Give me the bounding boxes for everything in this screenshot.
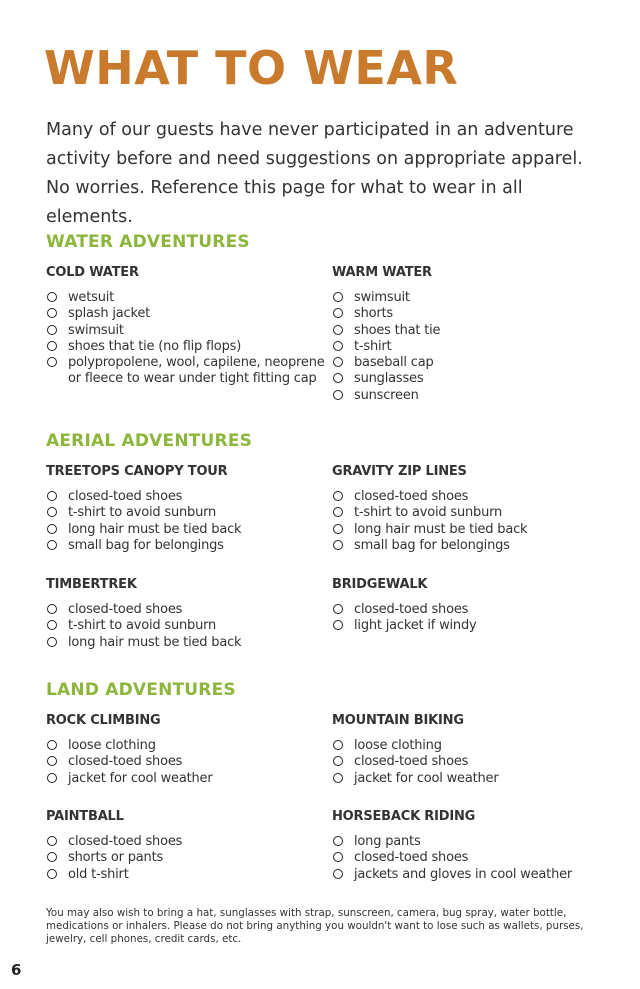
checklist-item xyxy=(332,602,622,618)
circle-checkbox-icon[interactable] xyxy=(47,341,57,351)
subheading-paintball: PAINTBALL xyxy=(46,809,124,824)
circle-checkbox-icon[interactable] xyxy=(333,308,343,318)
list-timbertrek xyxy=(46,577,336,651)
checklist-item xyxy=(46,738,336,754)
checklist-item xyxy=(46,355,336,388)
checklist-item xyxy=(332,371,622,387)
checklist-item-label: jackets and gloves in cool weather xyxy=(354,866,573,882)
checklist xyxy=(46,602,336,651)
checklist-item xyxy=(46,618,336,634)
checklist-item-label: small bag for belongings xyxy=(68,537,224,553)
circle-checkbox-icon[interactable] xyxy=(47,852,57,862)
circle-checkbox-icon[interactable] xyxy=(47,540,57,550)
subheading-gravity-zip-lines: GRAVITY ZIP LINES xyxy=(332,464,467,479)
checklist-item xyxy=(46,489,336,505)
checklist-item-label: closed-toed shoes xyxy=(354,489,469,504)
checklist-item-label: t-shirt xyxy=(354,338,392,354)
checklist-item xyxy=(332,489,622,505)
checklist-item xyxy=(332,867,622,883)
checklist-item xyxy=(46,505,336,521)
list-bridgewalk xyxy=(332,577,622,635)
circle-checkbox-icon[interactable] xyxy=(333,357,343,367)
checklist-item xyxy=(332,738,622,754)
checklist xyxy=(46,834,336,883)
checklist-item xyxy=(332,355,622,371)
checklist xyxy=(332,290,622,404)
circle-checkbox-icon[interactable] xyxy=(47,836,57,846)
checklist-item-label: sunscreen xyxy=(354,387,419,403)
checklist-item-label: closed-toed shoes xyxy=(354,602,469,617)
circle-checkbox-icon[interactable] xyxy=(333,740,343,750)
list-gravity-zip-lines xyxy=(332,464,622,554)
checklist xyxy=(46,738,336,787)
list-paintball xyxy=(46,809,336,883)
checklist-item-label: shorts xyxy=(354,306,393,322)
checklist xyxy=(332,489,622,554)
circle-checkbox-icon[interactable] xyxy=(47,773,57,783)
circle-checkbox-icon[interactable] xyxy=(333,524,343,534)
checklist-item xyxy=(46,850,336,866)
checklist-item xyxy=(46,538,336,554)
circle-checkbox-icon[interactable] xyxy=(47,292,57,302)
checklist-item xyxy=(46,602,336,618)
circle-checkbox-icon[interactable] xyxy=(47,604,57,614)
checklist xyxy=(46,290,336,388)
circle-checkbox-icon[interactable] xyxy=(47,491,57,501)
intro-paragraph: Many of our guests have never participated in an adventure activity before and need suggestions on appropriate apparel. No worries. Reference this page for what to wear in all elements. xyxy=(46,120,583,227)
circle-checkbox-icon[interactable] xyxy=(47,637,57,647)
checklist-item xyxy=(46,290,336,306)
checklist xyxy=(332,834,622,883)
circle-checkbox-icon[interactable] xyxy=(333,620,343,630)
section-heading-aerial: AERIAL ADVENTURES xyxy=(46,431,253,451)
circle-checkbox-icon[interactable] xyxy=(47,620,57,630)
checklist-item-label: t-shirt to avoid sunburn xyxy=(68,505,217,521)
checklist-item xyxy=(332,618,622,634)
circle-checkbox-icon[interactable] xyxy=(333,491,343,501)
subheading-warm-water: WARM WATER xyxy=(332,265,432,280)
checklist-item xyxy=(46,635,336,651)
subheading-rock-climbing: ROCK CLIMBING xyxy=(46,713,161,728)
circle-checkbox-icon[interactable] xyxy=(333,341,343,351)
checklist-item xyxy=(332,834,622,850)
checklist-item-label: long pants xyxy=(354,834,421,849)
page-number: 6 xyxy=(11,961,22,979)
checklist-item-label: jacket for cool weather xyxy=(68,770,213,786)
checklist xyxy=(332,738,622,787)
checklist-item xyxy=(46,834,336,850)
circle-checkbox-icon[interactable] xyxy=(47,740,57,750)
checklist-item-label: loose clothing xyxy=(354,738,442,753)
checklist-item xyxy=(332,306,622,322)
checklist-item-label: t-shirt to avoid sunburn xyxy=(354,505,503,521)
circle-checkbox-icon[interactable] xyxy=(333,836,343,846)
checklist xyxy=(332,602,622,635)
subheading-treetops: TREETOPS CANOPY TOUR xyxy=(46,464,228,479)
list-rock-climbing xyxy=(46,713,336,787)
circle-checkbox-icon[interactable] xyxy=(47,507,57,517)
circle-checkbox-icon[interactable] xyxy=(333,540,343,550)
checklist-item-label: jacket for cool weather xyxy=(354,770,499,786)
checklist-item xyxy=(46,754,336,770)
circle-checkbox-icon[interactable] xyxy=(47,357,57,367)
list-treetops-canopy-tour xyxy=(46,464,336,554)
checklist-item xyxy=(332,522,622,538)
subheading-timbertrek: TIMBERTREK xyxy=(46,577,137,592)
checklist-item xyxy=(46,867,336,883)
circle-checkbox-icon[interactable] xyxy=(47,869,57,879)
circle-checkbox-icon[interactable] xyxy=(47,756,57,766)
circle-checkbox-icon[interactable] xyxy=(333,390,343,400)
checklist-item-label: shorts or pants xyxy=(68,850,164,866)
circle-checkbox-icon[interactable] xyxy=(333,373,343,383)
list-cold-water xyxy=(46,265,336,388)
checklist-item-label: closed-toed shoes xyxy=(68,489,183,504)
circle-checkbox-icon[interactable] xyxy=(333,852,343,862)
checklist-item xyxy=(46,771,336,787)
checklist-item-label: closed-toed shoes xyxy=(68,834,183,849)
section-heading-land: LAND ADVENTURES xyxy=(46,680,236,700)
checklist-item xyxy=(332,323,622,339)
checklist-item-label: closed-toed shoes xyxy=(68,602,183,617)
checklist-item-label: polypropolene, wool, capilene, neoprene or fleece to wear under tight fitting cap xyxy=(68,355,325,387)
checklist-item-label: closed-toed shoes xyxy=(354,754,469,770)
circle-checkbox-icon[interactable] xyxy=(333,604,343,614)
checklist-item-label: old t-shirt xyxy=(68,866,129,882)
checklist-item xyxy=(332,754,622,770)
checklist-item xyxy=(332,850,622,866)
list-mountain-biking xyxy=(332,713,622,787)
checklist-item-label: t-shirt to avoid sunburn xyxy=(68,618,217,634)
page-title: WHAT TO WEAR xyxy=(44,41,459,95)
checklist-item-label: long hair must be tied back xyxy=(68,521,242,537)
checklist xyxy=(46,489,336,554)
checklist-item-label: wetsuit xyxy=(68,290,115,305)
checklist-item-label: shoes that tie (no flip flops) xyxy=(68,338,242,354)
checklist-item xyxy=(332,538,622,554)
checklist-item-label: long hair must be tied back xyxy=(354,521,528,537)
circle-checkbox-icon[interactable] xyxy=(333,325,343,335)
checklist-item xyxy=(332,388,622,404)
checklist-item xyxy=(46,339,336,355)
checklist-item-label: loose clothing xyxy=(68,738,156,753)
checklist-item-label: small bag for belongings xyxy=(354,537,510,553)
checklist-item xyxy=(332,505,622,521)
list-warm-water xyxy=(332,265,622,404)
circle-checkbox-icon[interactable] xyxy=(333,507,343,517)
checklist-item xyxy=(332,290,622,306)
circle-checkbox-icon[interactable] xyxy=(333,756,343,766)
section-heading-water: WATER ADVENTURES xyxy=(46,232,250,252)
circle-checkbox-icon[interactable] xyxy=(47,524,57,534)
subheading-horseback-riding: HORSEBACK RIDING xyxy=(332,809,476,824)
checklist-item xyxy=(332,771,622,787)
footnote: You may also wish to bring a hat, sunglasses with strap, sunscreen, camera, bug spray, water bottle, medications or inhalers. Please do not bring anything you wouldn't want to lose such as wallets, purses, jewelry, cell phones, credit cards, etc. xyxy=(46,907,584,945)
checklist-item xyxy=(46,522,336,538)
circle-checkbox-icon[interactable] xyxy=(333,773,343,783)
subheading-mountain-biking: MOUNTAIN BIKING xyxy=(332,713,464,728)
subheading-bridgewalk: BRIDGEWALK xyxy=(332,577,428,592)
checklist-item-label: splash jacket xyxy=(68,306,151,322)
checklist-item-label: closed-toed shoes xyxy=(354,850,469,866)
circle-checkbox-icon[interactable] xyxy=(333,869,343,879)
circle-checkbox-icon[interactable] xyxy=(47,325,57,335)
list-horseback-riding xyxy=(332,809,622,883)
checklist-item-label: long hair must be tied back xyxy=(68,634,242,650)
checklist-item-label: swimsuit xyxy=(68,322,124,338)
checklist-item-label: swimsuit xyxy=(354,290,410,305)
checklist-item-label: closed-toed shoes xyxy=(68,754,183,770)
checklist-item xyxy=(46,323,336,339)
checklist-item-label: shoes that tie xyxy=(354,322,441,338)
circle-checkbox-icon[interactable] xyxy=(47,308,57,318)
circle-checkbox-icon[interactable] xyxy=(333,292,343,302)
checklist-item-label: baseball cap xyxy=(354,355,434,371)
checklist-item-label: light jacket if windy xyxy=(354,618,477,634)
checklist-item-label: sunglasses xyxy=(354,371,424,387)
checklist-item xyxy=(46,306,336,322)
subheading-cold-water: COLD WATER xyxy=(46,265,139,280)
checklist-item xyxy=(332,339,622,355)
